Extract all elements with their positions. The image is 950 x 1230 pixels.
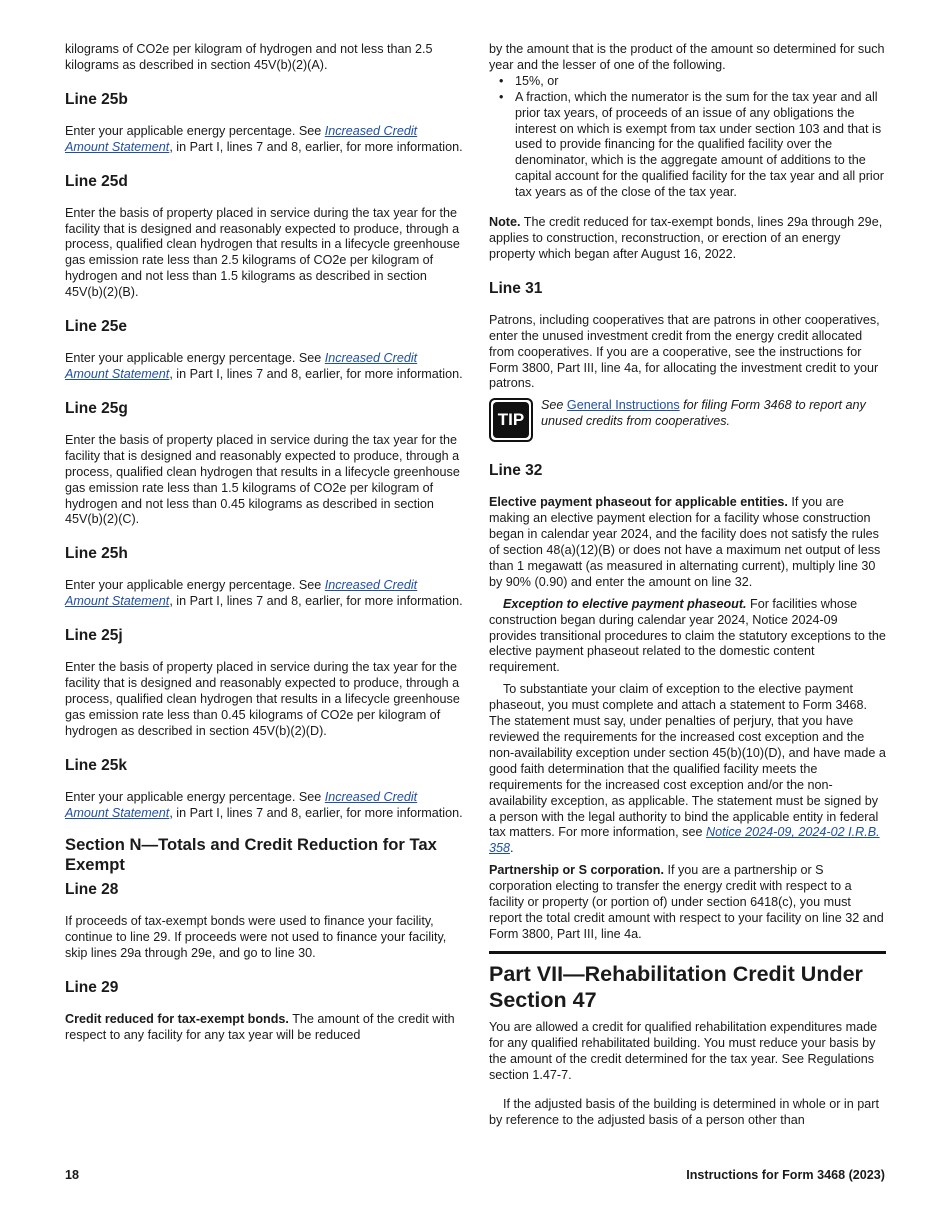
line-25d-text: Enter the basis of property placed in service during the tax year for the facility that is designed and reasonably expected to produce, through a process, qualified clean hydrogen that results in a lifecycle greenhouse gas emission rate less than 2.5 kilograms of CO2e per kilogram of hydrogen and not less than 1.5 kilograms as described in section 45V(b)(2)(B). <box>65 205 460 300</box>
increased-credit-link[interactable]: Increased Credit Amount Statement <box>65 789 418 820</box>
note-paragraph: Note. The credit reduced for tax-exempt bonds, lines 29a through 29e, applies to construction, reconstruction, or erection of an energy property which began after August 16, 2022. <box>489 215 883 261</box>
line-29-text: Credit reduced for tax-exempt bonds. The amount of the credit with respect to any facility for any tax year will be reduced <box>65 1012 455 1043</box>
list-item: • 15%, or <box>499 73 559 88</box>
line-25k-text: Enter your applicable energy percentage. See Increased Credit Amount Statement, in Part I, lines 7 and 8, earlier, for more information. <box>65 789 463 820</box>
line-25j-text: Enter the basis of property placed in service during the tax year for the facility that is designed and reasonably expected to produce, through a process, qualified clean hydrogen that results in a lifecycle greenhouse gas emission rate less than 0.45 kilograms of CO2e per kilogram of hydrogen as described in section 45V(b)(2)(D). <box>65 660 460 738</box>
right-column <box>489 42 886 1129</box>
footer-title: Instructions for Form 3468 (2023) <box>686 1168 885 1182</box>
reduction-list <box>489 74 886 201</box>
line-25e-heading: Line 25e <box>65 318 128 336</box>
list-item: • A fraction, which the numerator is the sum for the tax year and all prior tax years, of proceeds of an issue of any obligations the interest on which is exempt from tax under section 103 and that is used to provide financing for the qualified facility over the denominator, which is the aggregate amount of additions to the capital account for the qualified facility for the tax year and all prior tax years as of the close of the tax year. <box>499 89 884 200</box>
tip-text: See General Instructions for filing Form 3468 to report any unused credits from cooperatives. <box>541 398 866 429</box>
notice-2024-09-link[interactable]: Notice 2024-09, 2024-02 I.R.B. 358 <box>489 825 880 856</box>
bullet-icon: • <box>499 73 504 88</box>
line-25g-heading: Line 25g <box>65 399 128 417</box>
line-25h-heading: Line 25h <box>65 545 128 563</box>
line-25j-heading: Line 25j <box>65 627 123 645</box>
line-25b-heading: Line 25b <box>65 90 128 108</box>
line-25b-text: Enter your applicable energy percentage. See Increased Credit Amount Statement, in Part I, lines 7 and 8, earlier, for more information. <box>65 123 463 154</box>
tip-icon: TIP <box>489 398 533 442</box>
page-number: 18 <box>65 1168 80 1182</box>
increased-credit-link[interactable]: Increased Credit Amount Statement <box>65 578 418 609</box>
increased-credit-link[interactable]: Increased Credit Amount Statement <box>65 123 418 154</box>
line-29-heading: Line 29 <box>65 979 119 997</box>
line-28-heading: Line 28 <box>65 881 119 899</box>
part-divider <box>489 951 886 954</box>
increased-credit-link[interactable]: Increased Credit Amount Statement <box>65 351 418 381</box>
line-32-heading: Line 32 <box>489 462 543 480</box>
line-29-continuation: by the amount that is the product of the amount so determined for such year and the lesser of one of the following. <box>489 42 885 72</box>
intro-continuation: kilograms of CO2e per kilogram of hydrogen and not less than 2.5 kilograms as described in section 45V(b)(2)(A). <box>65 42 433 72</box>
part-vii-p2: If the adjusted basis of the building is determined in whole or in part by reference to the adjusted basis of a person other than <box>489 1097 879 1128</box>
general-instructions-link[interactable]: General Instructions <box>566 398 680 413</box>
line-25d-heading: Line 25d <box>65 172 128 190</box>
line-25g-text: Enter the basis of property placed in service during the tax year for the facility that is designed and reasonably expected to produce, through a process, qualified clean hydrogen that results in a lifecycle greenhouse gas emission rate less than 1.5 kilograms of CO2e per kilogram of hydrogen and not less than 0.45 kilograms as described in section 45V(b)(2)(C). <box>65 432 460 527</box>
line-31-text: Patrons, including cooperatives that are patrons in other cooperatives, enter the unused investment credit from the energy credit allocated from cooperatives. If you are a cooperative, see the instructions for Form 3800, Part III, line 4a, for allocating the investment credit to your patrons. <box>489 312 880 391</box>
line-32-p2: Exception to elective payment phaseout. For facilities whose construction began during calendar year 2024, Notice 2024-09 provides transitional procedures to claim the statutory exceptions to the elective payment phaseout related to the domestic content requirement. <box>489 596 886 675</box>
part-vii-heading: Part VII—Rehabilitation Credit Under Section 47 <box>489 961 863 1012</box>
line-25k-heading: Line 25k <box>65 756 128 774</box>
line-32-p1: Elective payment phaseout for applicable entities. If you are making an elective payment election for a facility whose construction began in calendar year 2024, and the facility does not satisfy the rules of section 48(a)(12)(B) or does not have a maximum net output of less than 1 megawatt (as measured in alternating current), multiply line 30 by 90% (0.90) and enter the amount on line 32. <box>489 495 881 589</box>
tip-box <box>489 398 886 442</box>
line-32-p3: To substantiate your claim of exception to the elective payment phaseout, you must complete and attach a statement to Form 3468. The statement must say, under penalties of perjury, that you have reviewed the requirements for the increased cost exception and the non-availability exception under section 45(b)(10)(D), and have made a good faith determination that the qualified facility meets the requirements for the increased cost exception and/or the non-availability exception, as applicable. The statement must be signed by a person with the legal authority to bind the applicable entity in federal tax matters. For more information, see Notice 2024-09, 2024-02 I.R.B. 358. <box>489 682 886 856</box>
part-vii-p1: You are allowed a credit for qualified rehabilitation expenditures made for any qualified rehabilitated building. You must reduce your basis by the amount of the credit determined for the tax year. See Regulations section 1.47-7. <box>489 1019 878 1082</box>
line-28-text: If proceeds of tax-exempt bonds were used to finance your facility, continue to line 29. If proceeds were not used to finance your facility, skip lines 29a through 29e, and go to line 30. <box>65 914 447 961</box>
left-column <box>65 42 463 1044</box>
bullet-icon: • <box>499 89 504 104</box>
line-25h-text: Enter your applicable energy percentage. See Increased Credit Amount Statement, in Part I, lines 7 and 8, earlier, for more information. <box>65 578 463 609</box>
line-25e-text: Enter your applicable energy percentage. See Increased Credit Amount Statement, in Part I, lines 7 and 8, earlier, for more information. <box>65 351 463 381</box>
line-31-heading: Line 31 <box>489 279 543 297</box>
line-32-p4: Partnership or S corporation. If you are a partnership or S corporation electing to transfer the energy credit with respect to a facility or property (or portion of) under section 6418(c), you must report the total credit amount with respect to your facility on line 32 and Form 3800, Part III, line 4a. <box>489 863 884 941</box>
section-n-heading: Section N—Totals and Credit Reduction for Tax Exempt <box>65 835 437 875</box>
